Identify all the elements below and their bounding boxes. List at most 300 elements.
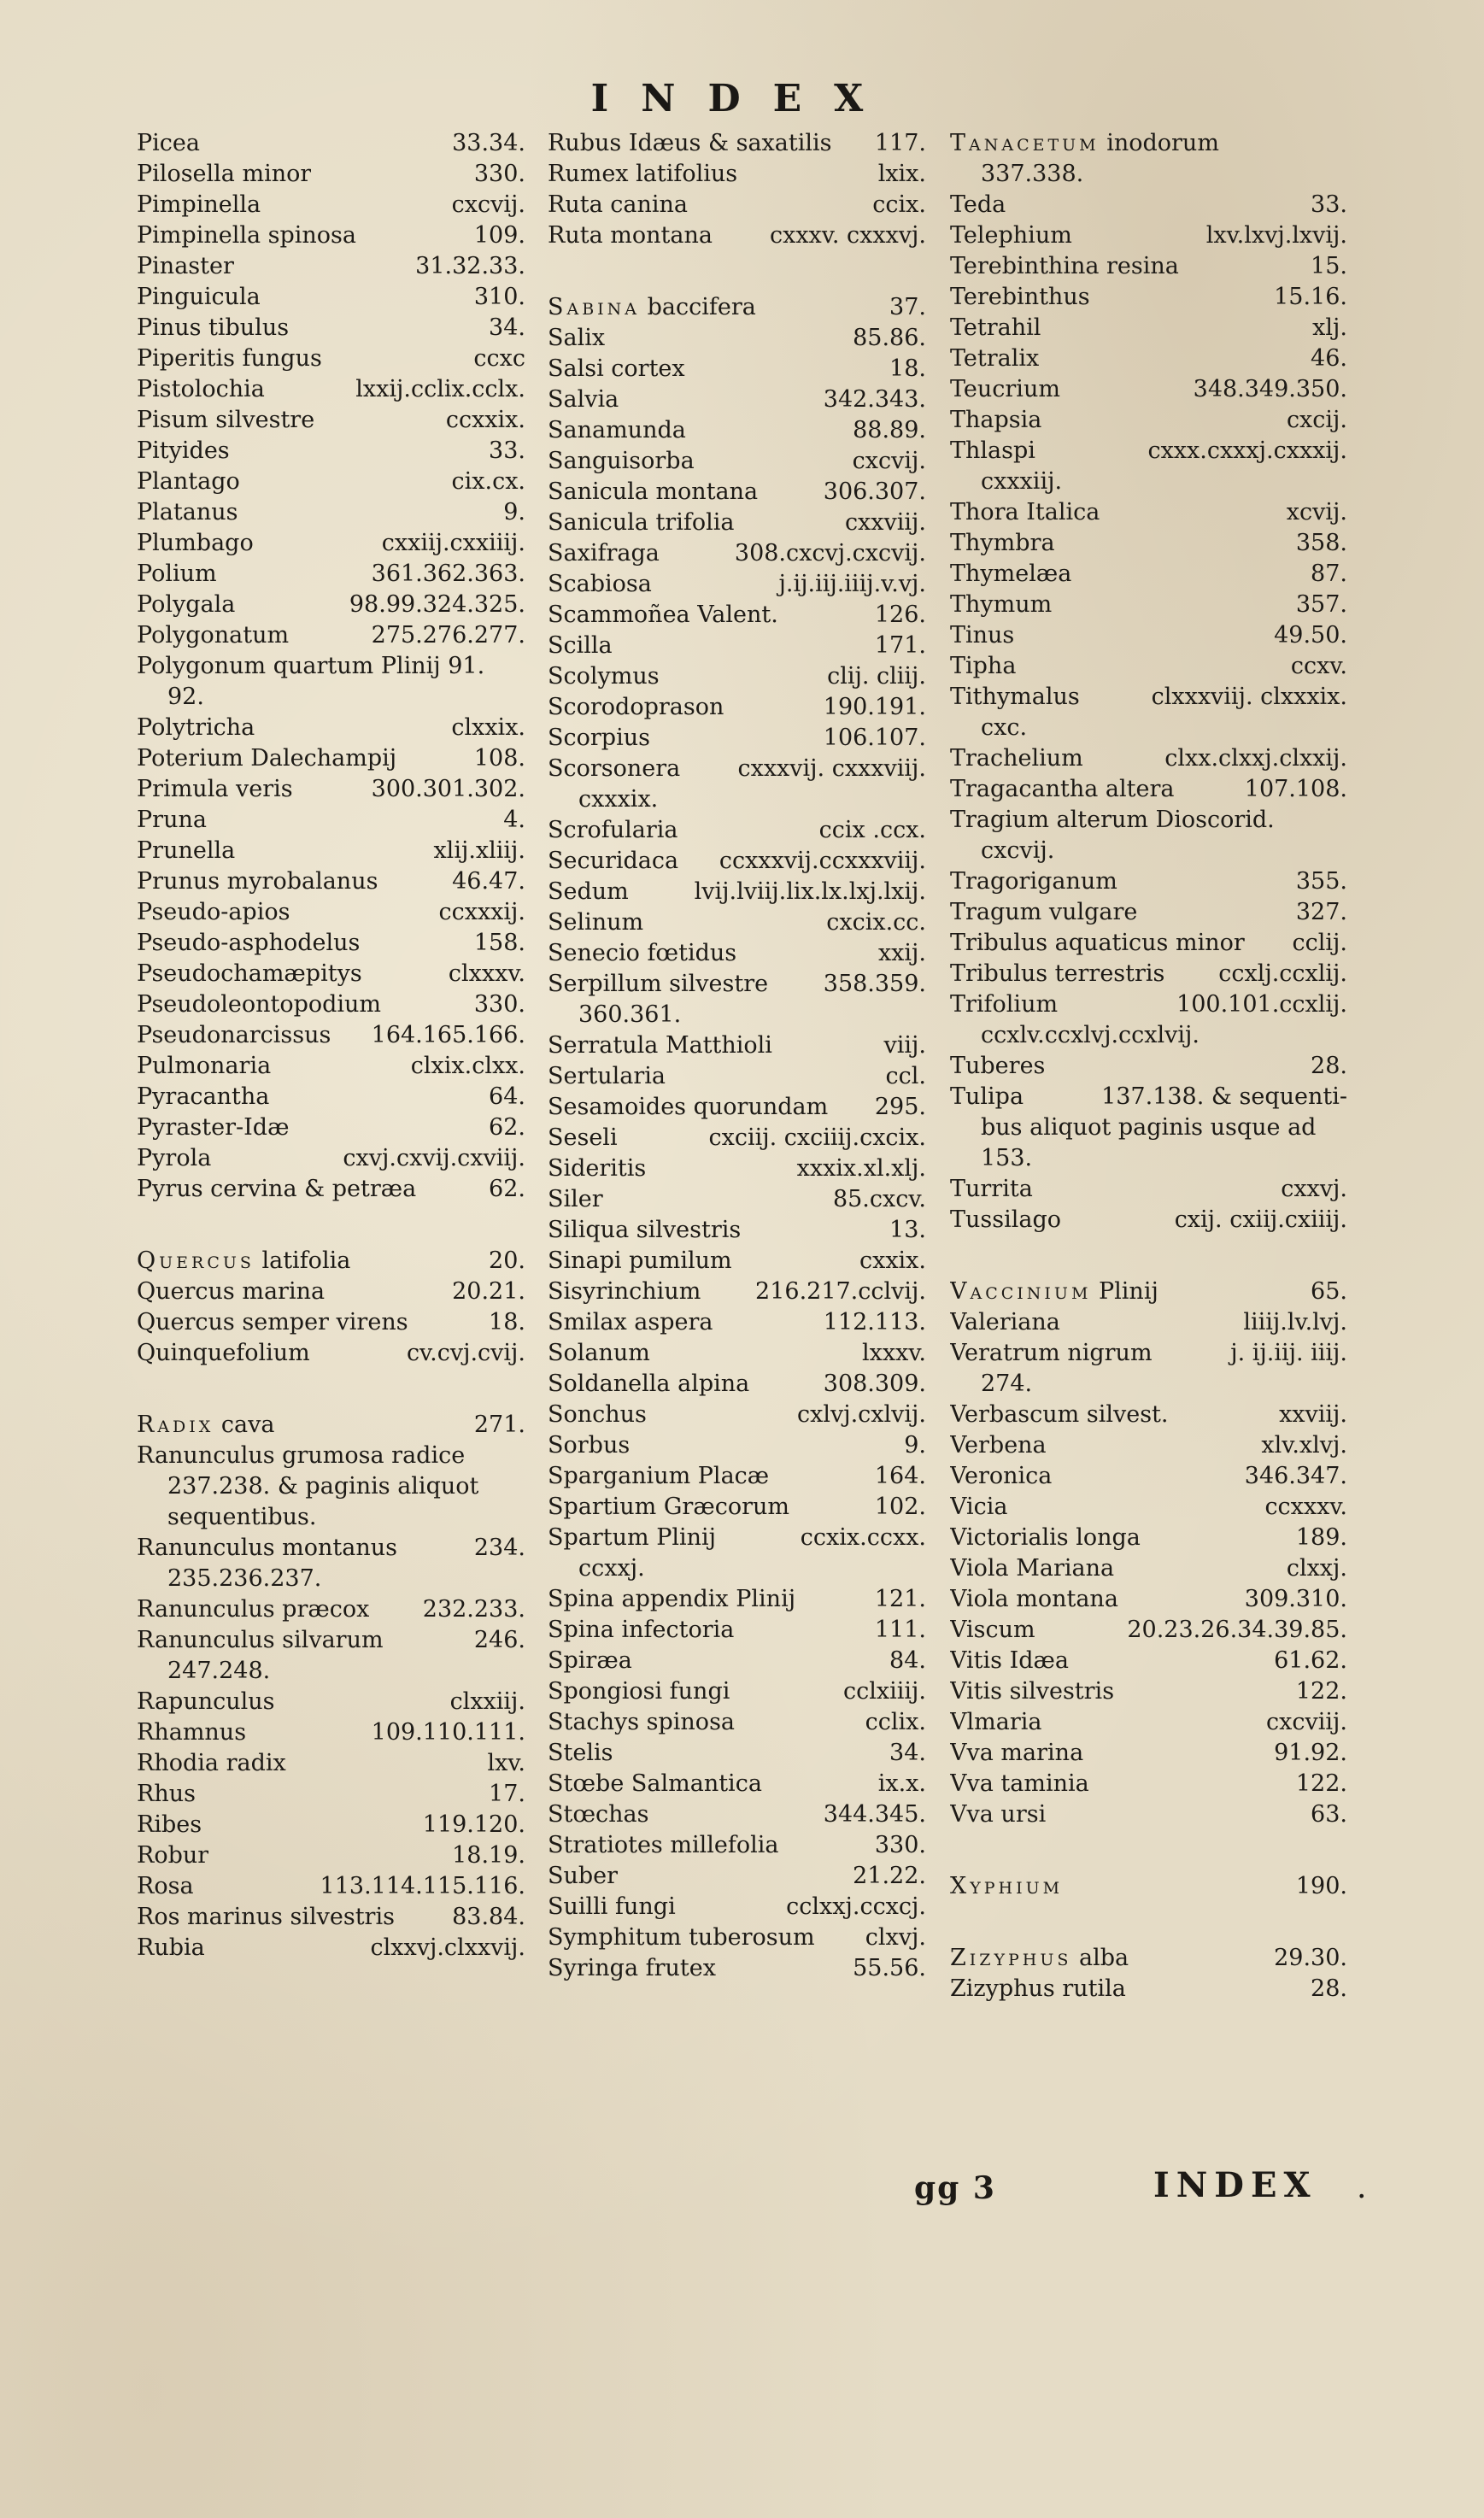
entry-pages: 46.47.	[452, 868, 525, 895]
index-entry	[548, 1215, 926, 1246]
index-entry	[137, 343, 525, 374]
entry-pages: 246.	[473, 1627, 525, 1653]
index-entry	[137, 374, 525, 405]
entry-pages: ccxxix.	[445, 407, 525, 433]
catchword: INDEX	[1153, 2165, 1317, 2205]
entry-term: Turrita	[950, 1176, 1033, 1202]
entry-term: Stelis	[548, 1740, 613, 1766]
entry-pages: cxcij.	[1286, 407, 1347, 433]
entry-pages: 20.	[489, 1247, 525, 1274]
entry-pages: 358.	[1295, 530, 1347, 556]
index-entry	[137, 1112, 525, 1143]
index-entry	[137, 528, 525, 559]
index-entry	[548, 446, 926, 477]
entry-pages: 61.62.	[1274, 1647, 1347, 1674]
index-entry	[137, 1687, 525, 1717]
index-entry	[950, 528, 1347, 559]
entry-term: Serpillum silvestre	[548, 971, 769, 997]
section-gap	[950, 1830, 1347, 1871]
index-entry	[548, 1892, 926, 1922]
index-entry	[548, 384, 926, 415]
entry-pages: 85.86.	[853, 325, 926, 351]
entry-term: Sanguisorba	[548, 448, 695, 474]
entry-term: Xyphium	[950, 1873, 1064, 1899]
index-entry	[548, 723, 926, 754]
entry-pages: 17.	[489, 1781, 525, 1807]
index-entry	[950, 1174, 1347, 1205]
index-entry	[950, 436, 1347, 467]
index-entry	[950, 1277, 1347, 1307]
entry-pages: 46.	[1311, 345, 1347, 372]
entry-term: Rumex latifolius	[548, 161, 738, 187]
entry-term: Pyraster-Idæ	[137, 1114, 290, 1141]
entry-term: Piperitis fungus	[137, 345, 322, 372]
entry-term: Pseudoleontopodium	[137, 991, 382, 1018]
entry-term: Thymbra	[950, 530, 1055, 556]
entry-pages: 34.	[889, 1740, 926, 1766]
entry-continuation: cxxxix.	[578, 786, 659, 813]
entry-term: Tribulus terrestris	[950, 960, 1165, 987]
index-entry	[548, 415, 926, 446]
entry-pages: liiij.lv.lvj.	[1243, 1309, 1347, 1335]
index-entry	[950, 590, 1347, 620]
entry-pages: ccxc	[473, 345, 525, 372]
index-entry	[950, 1943, 1347, 1974]
entry-pages: 122.	[1295, 1770, 1347, 1797]
entry-pages: clij. cliij.	[827, 663, 926, 690]
index-entry	[548, 692, 926, 723]
entry-pages: xxviij.	[1279, 1401, 1347, 1428]
entry-pages: clxxvj.clxxvij.	[370, 1934, 525, 1961]
index-entry	[950, 405, 1347, 436]
entry-term: Viola Mariana	[950, 1555, 1115, 1582]
index-entry	[950, 1461, 1347, 1492]
index-entry	[548, 661, 926, 692]
index-entry	[548, 969, 926, 1000]
entry-pages: cclxxj.ccxcj.	[786, 1893, 926, 1920]
entry-pages: 327.	[1295, 899, 1347, 925]
entry-term: Pimpinella spinosa	[137, 222, 357, 249]
entry-pages: clxvj.	[865, 1924, 926, 1951]
index-entry	[137, 1594, 525, 1625]
entry-term: Pimpinella	[137, 191, 261, 218]
entry-term: Rubia	[137, 1934, 205, 1961]
entry-pages: xcvij.	[1286, 499, 1347, 525]
entry-pages: cxcvij.	[451, 191, 525, 218]
entry-term: Plumbago	[137, 530, 254, 556]
entry-pages: 102.	[874, 1494, 926, 1520]
entry-term: Suilli fungi	[548, 1893, 676, 1920]
index-entry	[950, 805, 1347, 836]
index-entry	[950, 220, 1347, 251]
entry-term: Spina infectoria	[548, 1617, 735, 1643]
entry-term: Viola montana	[950, 1586, 1118, 1612]
entry-pages: 300.301.302.	[371, 776, 525, 802]
entry-term: Poterium Dalechampij	[137, 745, 397, 772]
entry-term: Quercus semper virens	[137, 1309, 408, 1335]
index-entry	[137, 866, 525, 897]
entry-pages: clxix.clxx.	[410, 1053, 525, 1079]
catchword-mark: .	[1357, 2170, 1367, 2205]
entry-continuation: sequentibus.	[167, 1504, 317, 1530]
index-entry	[950, 928, 1347, 959]
index-entry	[950, 1523, 1347, 1553]
entry-pages: 20.21.	[452, 1278, 525, 1305]
entry-pages: 355.	[1295, 868, 1347, 895]
entry-pages: 108.	[473, 745, 525, 772]
entry-pages: xlij.xliij.	[433, 837, 525, 864]
entry-term: Spina appendix Plinij	[548, 1586, 796, 1612]
entry-term: Serratula Matthioli	[548, 1032, 772, 1059]
entry-pages: 358.359.	[823, 971, 926, 997]
entry-term: Securidaca	[548, 848, 679, 874]
entry-term: Sanicula trifolia	[548, 509, 735, 536]
index-entry	[137, 620, 525, 651]
entry-pages: xlv.xlvj.	[1261, 1432, 1347, 1459]
entry-pages: ccxxxvij.ccxxxviij.	[719, 848, 926, 874]
entry-term: Polytricha	[137, 714, 255, 741]
entry-term: Tussilago	[950, 1206, 1062, 1233]
index-entry	[137, 836, 525, 866]
entry-term: Tanacetum inodorum	[950, 130, 1219, 156]
entry-pages: 33.34.	[452, 130, 525, 156]
index-entry	[548, 846, 926, 877]
entry-pages: xxxix.xl.xlj.	[796, 1155, 926, 1182]
entry-continuation: 92.	[167, 684, 204, 710]
index-entry	[137, 1441, 525, 1471]
section-gap	[950, 1902, 1347, 1943]
index-entry	[548, 1430, 926, 1461]
index-entry	[950, 1738, 1347, 1769]
entry-term: Polygonatum	[137, 622, 290, 649]
entry-term: Verbascum silvest.	[950, 1401, 1169, 1428]
entry-term: Tipha	[950, 653, 1017, 679]
entry-term: Prunus myrobalanus	[137, 868, 378, 895]
entry-pages: clxxxviij. clxxxix.	[1151, 684, 1347, 710]
entry-term: Saxifraga	[548, 540, 660, 566]
entry-term: Salix	[548, 325, 606, 351]
index-entry	[137, 1082, 525, 1112]
entry-pages: j.ij.iij.iiij.v.vj.	[778, 571, 926, 597]
entry-pages: 49.50.	[1274, 622, 1347, 649]
entry-term: Pseudochamæpitys	[137, 960, 362, 987]
entry-continuation: bus aliquot paginis usque ad	[981, 1114, 1317, 1141]
entry-term: Stœbe Salmantica	[548, 1770, 762, 1797]
index-entry	[950, 897, 1347, 928]
entry-pages: 84.	[889, 1647, 926, 1674]
entry-term: Tragoriganum	[950, 868, 1117, 895]
index-entry	[137, 1174, 525, 1205]
index-entry	[137, 1338, 525, 1369]
entry-term: Radix cava	[137, 1412, 275, 1438]
index-entry	[950, 313, 1347, 343]
index-entry	[950, 1082, 1347, 1112]
index-entry	[950, 374, 1347, 405]
entry-term: Siler	[548, 1186, 603, 1212]
entry-pages: 361.362.363.	[371, 561, 525, 587]
entry-pages: 33.	[489, 437, 525, 464]
index-entry	[950, 128, 1347, 159]
entry-term: Pistolochia	[137, 376, 265, 402]
index-entry	[548, 1584, 926, 1615]
index-entry	[137, 1051, 525, 1082]
entry-term: Terebinthina resina	[950, 253, 1179, 279]
entry-term: Pityides	[137, 437, 230, 464]
entry-pages: lxv.lxvj.lxvij.	[1205, 222, 1347, 249]
entry-term: Vaccinium Plinij	[950, 1278, 1158, 1305]
index-entry	[950, 1205, 1347, 1236]
entry-pages: 62.	[489, 1176, 525, 1202]
entry-pages: 28.	[1311, 1975, 1347, 2002]
index-entry	[548, 1277, 926, 1307]
index-entry	[548, 1246, 926, 1277]
entry-term: Veratrum nigrum	[950, 1340, 1153, 1366]
entry-term: Suber	[548, 1863, 619, 1889]
entry-pages: lxxxv.	[862, 1340, 926, 1366]
entry-pages: cxlvj.cxlvij.	[796, 1401, 926, 1428]
index-entry	[137, 1533, 525, 1564]
entry-pages: xxij.	[877, 940, 926, 966]
entry-term: Victorialis longa	[950, 1524, 1141, 1551]
entry-term: Trifolium	[950, 991, 1059, 1018]
entry-pages: 164.	[874, 1463, 926, 1489]
entry-pages: 37.	[889, 294, 926, 320]
entry-term: Sabina baccifera	[548, 294, 756, 320]
index-entry	[950, 1553, 1347, 1584]
section-gap	[137, 1369, 525, 1410]
entry-term: Tragum vulgare	[950, 899, 1138, 925]
entry-term: Spiræa	[548, 1647, 632, 1674]
entry-term: Pyracantha	[137, 1083, 270, 1110]
index-entry	[950, 959, 1347, 989]
entry-continuation: 247.248.	[167, 1658, 271, 1684]
entry-pages: lvij.lviij.lix.lx.lxj.lxij.	[694, 878, 926, 905]
entry-term: Soldanella alpina	[548, 1371, 750, 1397]
index-column-1	[137, 128, 525, 1963]
index-entry	[950, 343, 1347, 374]
entry-term: Telephium	[950, 222, 1072, 249]
entry-pages: 309.310.	[1244, 1586, 1347, 1612]
index-entry	[548, 907, 926, 938]
entry-term: Verbena	[950, 1432, 1047, 1459]
entry-pages: 113.114.115.116.	[320, 1873, 525, 1899]
entry-term: Scabiosa	[548, 571, 652, 597]
entry-term: Teda	[950, 191, 1006, 218]
index-entry	[137, 190, 525, 220]
entry-pages: 109.	[473, 222, 525, 249]
entry-continuation: cxxxiij.	[981, 468, 1063, 495]
index-entry	[548, 1400, 926, 1430]
entry-pages: 13.	[889, 1217, 926, 1243]
index-entry	[548, 477, 926, 508]
entry-pages: 98.99.324.325.	[349, 591, 525, 618]
entry-pages: 91.92.	[1274, 1740, 1347, 1766]
entry-term: Quercus latifolia	[137, 1247, 351, 1274]
entry-pages: 112.113.	[823, 1309, 926, 1335]
entry-pages: 306.307.	[823, 478, 926, 505]
entry-pages: 18.19.	[452, 1842, 525, 1869]
index-entry	[950, 1307, 1347, 1338]
index-entry	[137, 713, 525, 743]
index-column-3	[950, 128, 1347, 2004]
entry-pages: 275.276.277.	[371, 622, 525, 649]
index-entry	[950, 774, 1347, 805]
entry-pages: 190.	[1295, 1873, 1347, 1899]
entry-pages: 9.	[904, 1432, 926, 1459]
entry-term: Pinus tibulus	[137, 314, 290, 341]
index-entry	[137, 1933, 525, 1963]
entry-pages: ccxv.	[1290, 653, 1347, 679]
index-entry	[548, 1707, 926, 1738]
index-entry	[137, 1748, 525, 1779]
entry-pages: 171.	[874, 632, 926, 659]
entry-pages: 330.	[473, 161, 525, 187]
entry-term: Scorsonera	[548, 755, 681, 782]
entry-pages: xlj.	[1312, 314, 1347, 341]
entry-term: Seseli	[548, 1124, 618, 1151]
entry-term: Thora Italica	[950, 499, 1100, 525]
index-entry	[950, 1492, 1347, 1523]
entry-term: Tulipa	[950, 1083, 1024, 1110]
index-entry	[137, 774, 525, 805]
section-gap	[548, 251, 926, 292]
index-entry	[548, 1676, 926, 1707]
index-entry	[548, 508, 926, 538]
entry-pages: 346.347.	[1244, 1463, 1347, 1489]
entry-pages: cclij.	[1292, 930, 1347, 956]
entry-term: Tithymalus	[950, 684, 1080, 710]
entry-pages: 308.309.	[823, 1371, 926, 1397]
index-entry	[950, 1707, 1347, 1738]
entry-term: Vva taminia	[950, 1770, 1089, 1797]
index-entry	[548, 354, 926, 384]
entry-term: Tragium alterum Dioscorid.	[950, 807, 1275, 833]
entry-term: Scorodoprason	[548, 694, 724, 720]
entry-pages: 34.	[489, 314, 525, 341]
entry-term: Rapunculus	[137, 1688, 275, 1715]
entry-term: Vlmaria	[950, 1709, 1042, 1735]
entry-term: Prunella	[137, 837, 236, 864]
entry-term: Tribulus aquaticus minor	[950, 930, 1245, 956]
index-entry	[950, 1584, 1347, 1615]
entry-pages: 106.107.	[823, 725, 926, 751]
entry-pages: 28.	[1311, 1053, 1347, 1079]
index-entry	[548, 1615, 926, 1646]
entry-pages: 119.120.	[422, 1811, 525, 1838]
entry-pages: 308.cxcvj.cxcvij.	[734, 540, 926, 566]
index-entry	[137, 1717, 525, 1748]
entry-pages: 357.	[1295, 591, 1347, 618]
index-entry	[548, 815, 926, 846]
index-entry	[137, 436, 525, 467]
index-entry	[548, 538, 926, 569]
entry-pages: cxxviij.	[844, 509, 926, 536]
entry-pages: ccix.	[872, 191, 926, 218]
index-entry	[137, 1810, 525, 1840]
index-entry	[548, 600, 926, 631]
entry-pages: 20.23.26.34.39.85.	[1127, 1617, 1347, 1643]
index-entry	[137, 651, 525, 682]
entry-term: Stratiotes millefolia	[548, 1832, 779, 1858]
entry-pages: 164.165.166.	[371, 1022, 525, 1048]
entry-pages: lxxij.cclix.cclx.	[355, 376, 525, 402]
entry-pages: 190.191.	[823, 694, 926, 720]
entry-term: Sedum	[548, 878, 629, 905]
entry-term: Tetralix	[950, 345, 1040, 372]
entry-pages: 9.	[503, 499, 525, 525]
index-entry	[548, 1123, 926, 1153]
entry-term: Thymelæa	[950, 561, 1072, 587]
index-entry	[548, 877, 926, 907]
index-entry	[950, 251, 1347, 282]
entry-continuation: 274.	[981, 1371, 1033, 1397]
entry-pages: 137.138. & sequenti-	[1101, 1083, 1347, 1110]
entry-term: Sanamunda	[548, 417, 686, 443]
index-entry	[548, 190, 926, 220]
entry-term: Syringa frutex	[548, 1955, 716, 1981]
entry-term: Scolymus	[548, 663, 660, 690]
entry-pages: cxciij. cxciiij.cxcix.	[708, 1124, 926, 1151]
index-entry	[950, 1974, 1347, 2004]
index-entry	[137, 497, 525, 528]
entry-pages: 15.16.	[1274, 284, 1347, 310]
entry-term: Plantago	[137, 468, 240, 495]
index-entry	[137, 1410, 525, 1441]
entry-term: Spongiosi fungi	[548, 1678, 730, 1705]
index-entry	[950, 559, 1347, 590]
index-entry	[137, 1625, 525, 1656]
index-entry	[137, 805, 525, 836]
index-entry	[950, 190, 1347, 220]
entry-pages: lxv.	[487, 1750, 525, 1776]
entry-term: Vitis Idæa	[950, 1647, 1070, 1674]
entry-term: Tetrahil	[950, 314, 1041, 341]
entry-term: Polygala	[137, 591, 236, 618]
entry-term: Sideritis	[548, 1155, 647, 1182]
entry-continuation: ccxlv.ccxlvj.ccxlvij.	[981, 1022, 1200, 1048]
entry-pages: 342.343.	[823, 386, 926, 413]
index-entry	[548, 1184, 926, 1215]
index-entry	[137, 159, 525, 190]
index-entry	[137, 559, 525, 590]
entry-pages: 158.	[473, 930, 525, 956]
index-entry	[137, 1871, 525, 1902]
entry-term: Thymum	[950, 591, 1053, 618]
entry-pages: clxx.clxxj.clxxij.	[1164, 745, 1347, 772]
entry-term: Sinapi pumilum	[548, 1247, 732, 1274]
index-entry	[137, 405, 525, 436]
index-entry	[548, 1738, 926, 1769]
index-entry	[950, 1871, 1347, 1902]
entry-pages: 18.	[489, 1309, 525, 1335]
entry-term: Solanum	[548, 1340, 650, 1366]
entry-pages: 18.	[889, 355, 926, 382]
entry-term: Ribes	[137, 1811, 202, 1838]
entry-term: Zizyphus alba	[950, 1945, 1129, 1971]
entry-term: Scammoñea Valent.	[548, 602, 778, 628]
index-entry	[548, 220, 926, 251]
entry-term: Salsi cortex	[548, 355, 685, 382]
entry-term: Tragacantha altera	[950, 776, 1175, 802]
entry-term: Symphitum tuberosum	[548, 1924, 815, 1951]
index-entry	[137, 989, 525, 1020]
entry-term: Vva ursi	[950, 1801, 1047, 1828]
entry-term: Pruna	[137, 807, 207, 833]
index-entry	[548, 1369, 926, 1400]
entry-pages: cix.cx.	[451, 468, 525, 495]
entry-pages: cxxvj.	[1281, 1176, 1347, 1202]
entry-term: Tinus	[950, 622, 1015, 649]
